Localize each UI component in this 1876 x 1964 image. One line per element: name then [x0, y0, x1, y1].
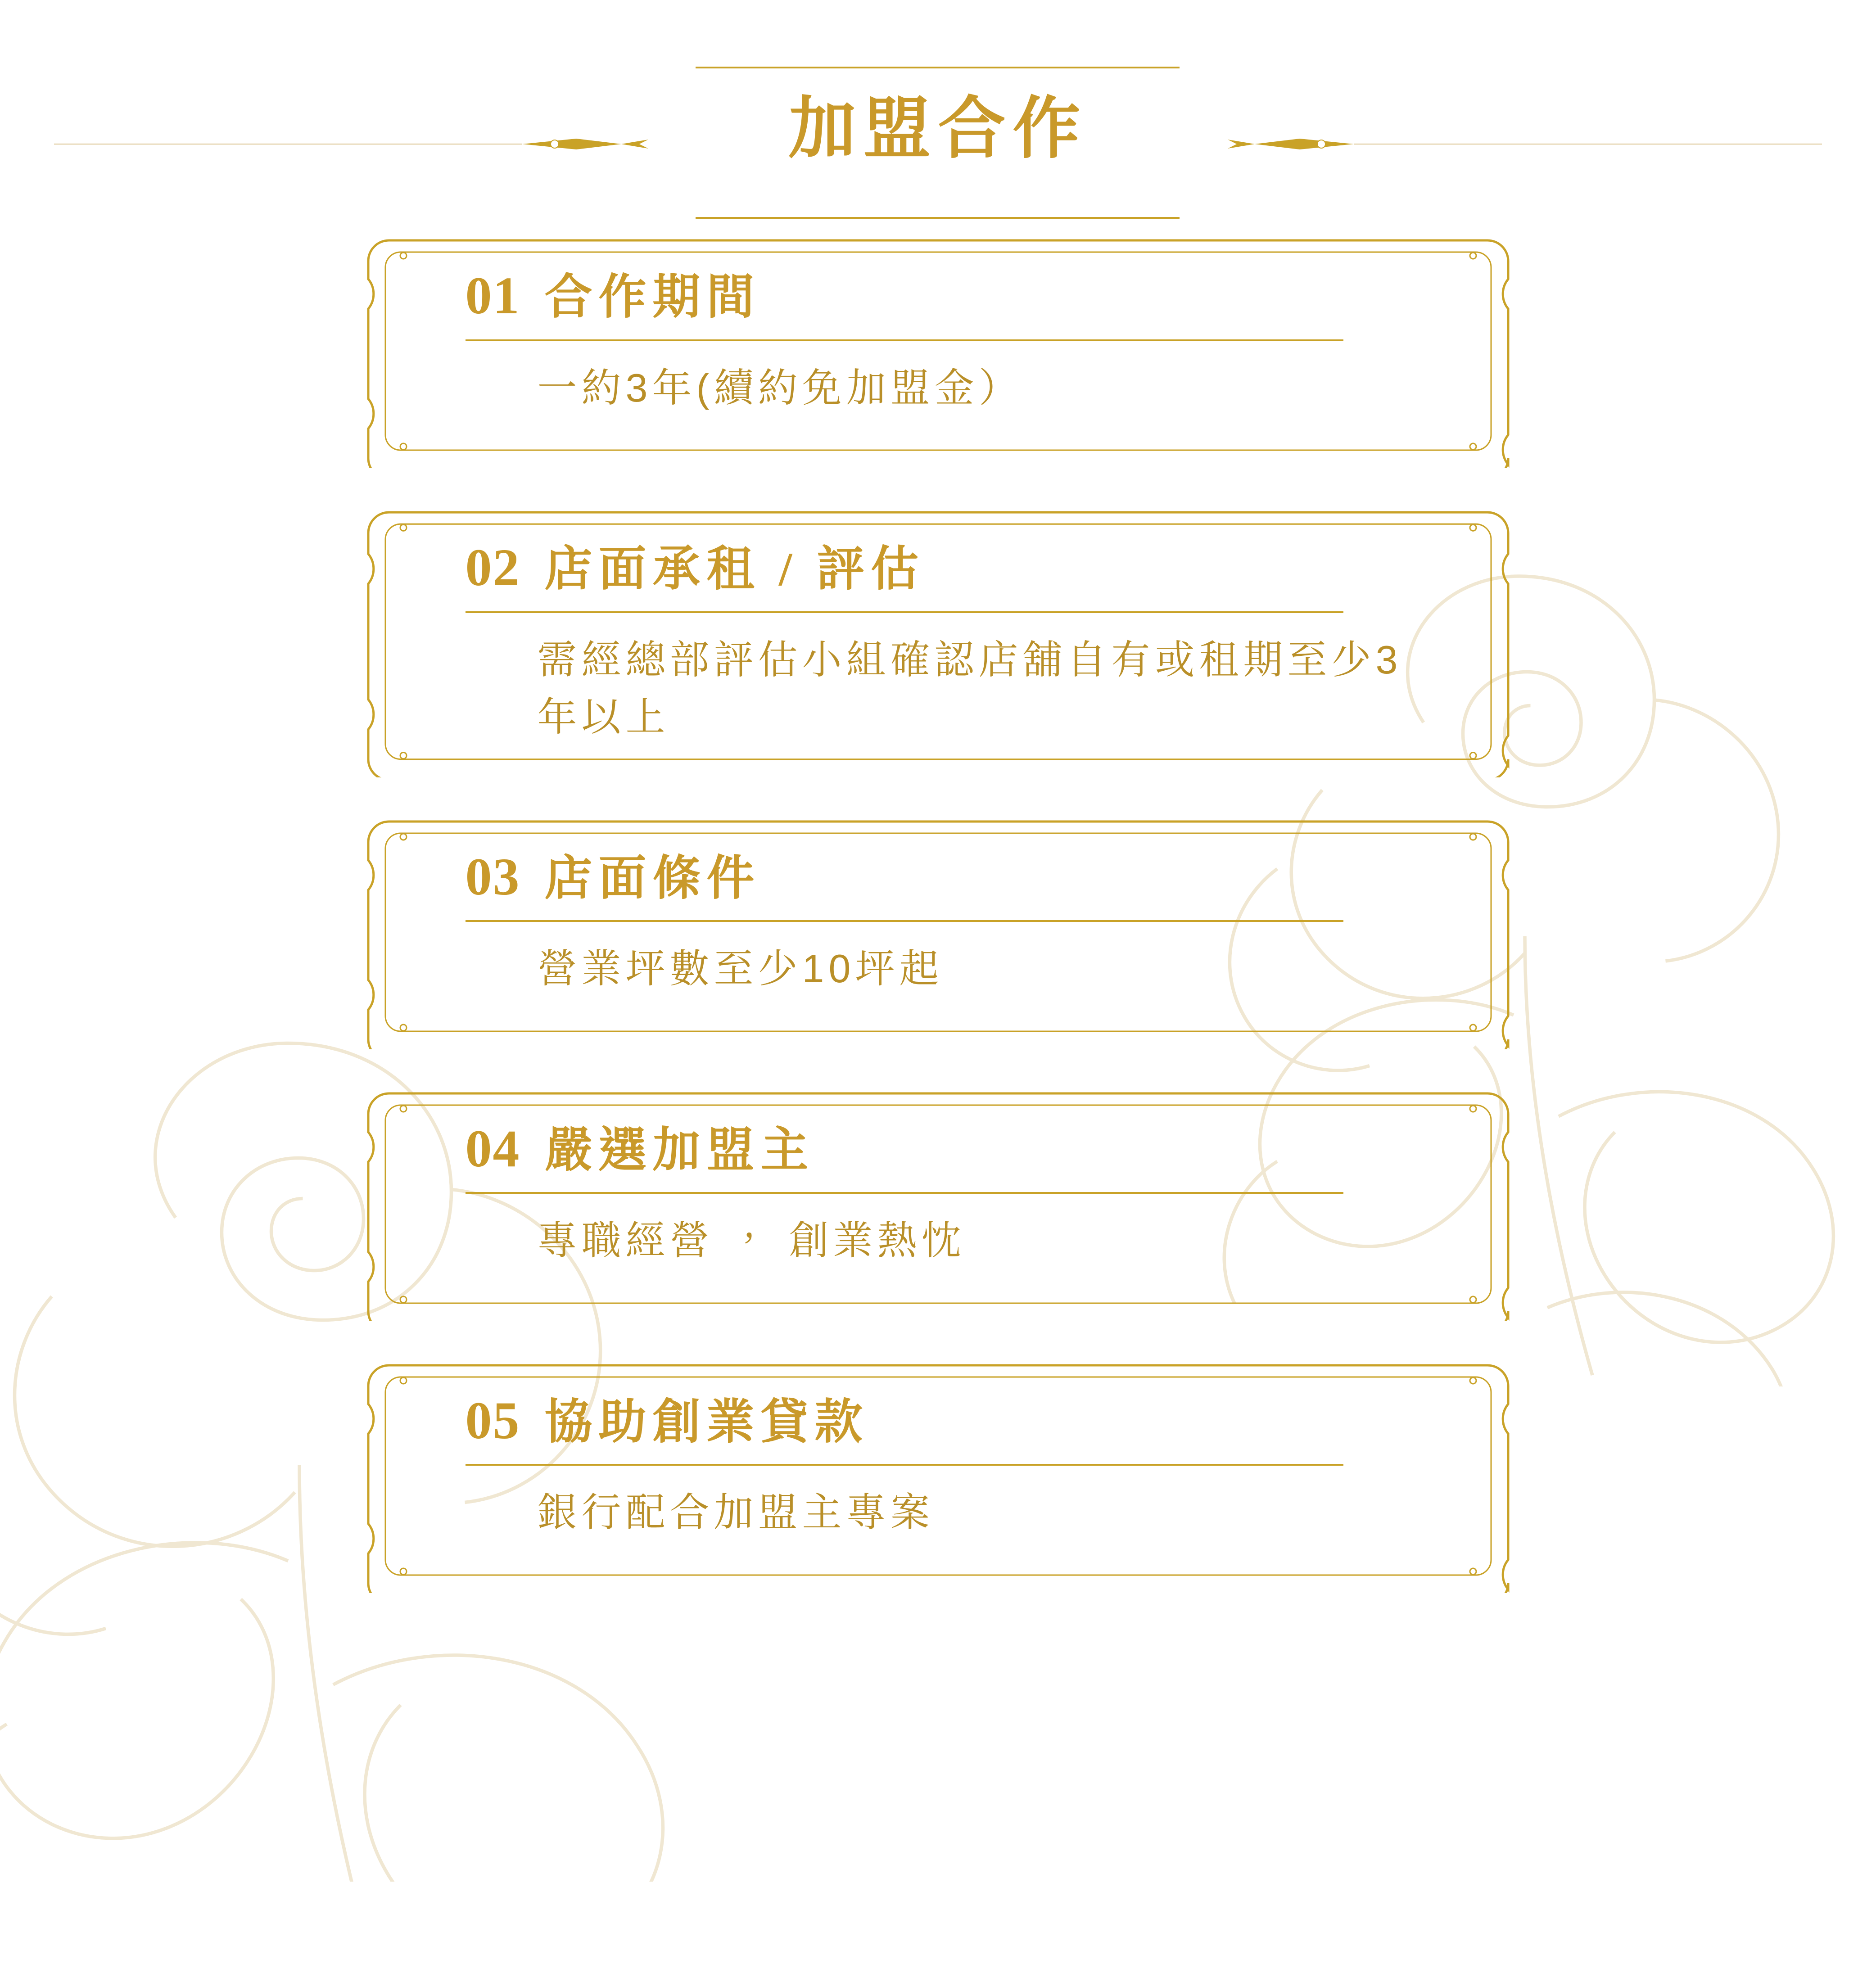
list-item	[362, 1087, 1514, 1321]
card-number: 03	[465, 847, 520, 906]
card-title: 嚴選加盟主	[544, 1124, 815, 1177]
header-bottom-rule	[696, 217, 1180, 219]
list-item	[362, 1359, 1514, 1593]
list-item	[362, 506, 1514, 777]
card-description: 銀行配合加盟主專案	[537, 1490, 935, 1535]
card-title: 店面條件	[544, 852, 761, 905]
ornament-right	[1228, 135, 1822, 153]
card-number: 02	[465, 538, 520, 597]
list-item	[362, 815, 1514, 1049]
card-description: 專職經營 ， 創業熱忱	[537, 1218, 966, 1263]
card-heading	[465, 847, 1442, 906]
header-top-rule	[696, 67, 1180, 68]
page-title: 加盟合作	[788, 92, 1088, 167]
card-description: 營業坪數至少10坪起	[537, 946, 944, 991]
ornament-left	[54, 135, 648, 153]
card-number: 01	[465, 266, 520, 325]
page-header	[0, 0, 1876, 234]
card-title: 合作期間	[544, 271, 761, 324]
card-divider	[466, 611, 1343, 613]
card-heading	[465, 1119, 1442, 1178]
diamond-arrow-left-ornament-icon	[54, 135, 648, 153]
card-heading	[465, 538, 1442, 597]
list-item	[362, 234, 1514, 468]
card-divider	[466, 1192, 1343, 1194]
card-divider	[466, 1464, 1343, 1466]
card-description: 一約3年(續約免加盟金）	[537, 365, 1023, 410]
card-title: 協助創業貸款	[544, 1395, 869, 1449]
card-number: 05	[465, 1391, 520, 1450]
card-heading	[465, 266, 1442, 325]
card-heading	[465, 1391, 1442, 1450]
card-description: 需經總部評估小組確認店舖自有或租期至少3年以上	[537, 637, 1402, 740]
card-divider	[466, 339, 1343, 341]
card-divider	[466, 920, 1343, 922]
franchise-terms-list	[0, 234, 1876, 1593]
diamond-arrow-right-ornament-icon	[1228, 135, 1822, 153]
card-title: 店面承租 / 評估	[544, 543, 925, 596]
card-number: 04	[465, 1119, 520, 1178]
